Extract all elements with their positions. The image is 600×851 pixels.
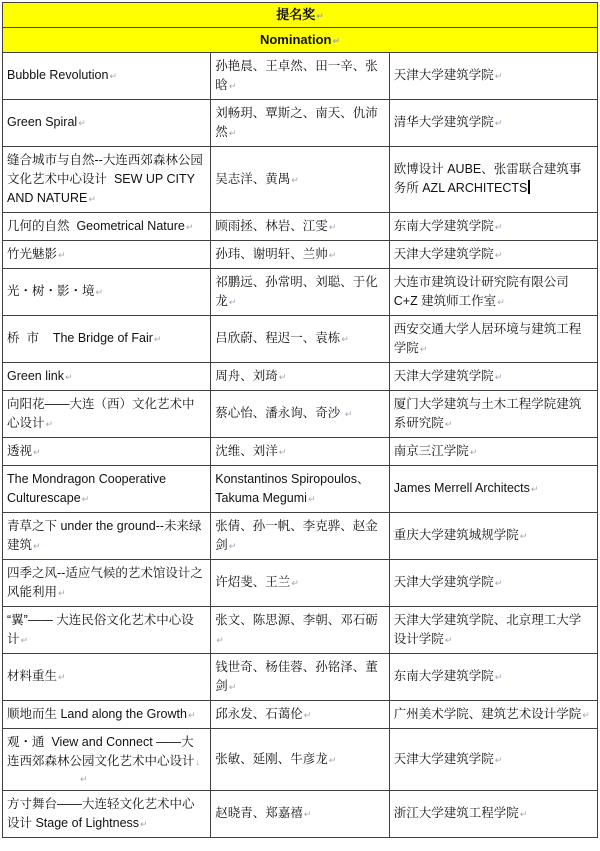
project-title: 青草之下 under the ground--未来绿建筑 (7, 518, 202, 552)
authors-cell (211, 52, 390, 99)
table-row (3, 315, 598, 362)
text-cursor (528, 180, 530, 194)
paragraph-mark: ↵ (303, 709, 312, 720)
paragraph-mark: ↵ (228, 80, 237, 91)
paragraph-mark: ↵ (228, 681, 237, 692)
authors-cell (211, 559, 390, 606)
institution-cell (389, 315, 597, 362)
institution-cell (389, 559, 597, 606)
institution-name: 厦门大学建筑与土木工程学院建筑系研究院 (393, 396, 582, 430)
institution-name: James Merrell Architects (393, 481, 530, 495)
paragraph-mark: ↵ (494, 71, 503, 81)
paragraph-mark: ↵ (153, 334, 162, 344)
table-row (3, 790, 598, 837)
paragraph-mark: ↵ (45, 418, 54, 429)
project-title: 竹光魅影 (7, 246, 58, 261)
paragraph-mark: ↵ (497, 296, 505, 307)
project-title: 观・通 View and Connect ——大连西郊森林公园文化艺术中心设计 (7, 734, 195, 768)
table-row (3, 362, 598, 390)
table-row (3, 52, 598, 99)
authors-names: 蔡心怡、潘永询、奇沙 (215, 406, 344, 420)
paragraph-mark: ↵ (58, 249, 66, 260)
paragraph-mark: ↵ (78, 118, 86, 128)
paragraph-mark: ↵ (519, 531, 528, 541)
paragraph-mark: ↵ (494, 371, 503, 382)
table-row (3, 512, 598, 559)
paragraph-mark: ↵ (109, 71, 118, 81)
paragraph-mark: ↵ (494, 118, 503, 128)
institution-cell (389, 512, 597, 559)
authors-cell (211, 653, 390, 700)
authors-names: 顾雨拯、林岩、江雯 (215, 218, 328, 233)
paragraph-mark: ↵ (419, 343, 428, 354)
project-title: 缝合城市与自然--大连西郊森林公园文化艺术中心设计 SEW UP CITY AND NATURE (7, 152, 203, 205)
authors-cell (211, 390, 390, 437)
project-cell (3, 700, 211, 728)
paragraph-mark: ↵ (88, 193, 96, 204)
authors-cell (211, 606, 390, 653)
project-cell (3, 315, 211, 362)
award-title-en-text: Nomination (259, 31, 332, 47)
paragraph-mark: ↵ (341, 334, 349, 344)
paragraph-mark: ↵ (530, 484, 539, 494)
paragraph-mark: ↵ (278, 446, 287, 457)
authors-names: 周舟、刘琦 (215, 368, 278, 383)
authors-names: 张敏、延刚、牛彦龙 (215, 751, 328, 766)
paragraph-mark: ↵ (494, 221, 503, 232)
paragraph-mark: ↵ (328, 221, 337, 232)
paragraph-mark: ↵ (332, 35, 341, 46)
paragraph-mark: ↵ (328, 249, 337, 260)
paragraph-mark: ↵ (494, 754, 503, 765)
project-title: 向阳花——大连（西）文化艺术中心设计 (7, 396, 195, 430)
project-title: 方寸舞台——大连轻文化艺术中心设计 Stage of Lightness (7, 796, 195, 830)
authors-names: 钱世奇、杨佳蓉、孙铭泽、董剑 (215, 659, 378, 693)
paragraph-mark: ↵ (140, 818, 148, 829)
nomination-table-body (3, 3, 598, 838)
authors-cell (211, 512, 390, 559)
authors-names: 吕欣蔚、程迟一、袁栋 (215, 331, 341, 345)
table-row (3, 606, 598, 653)
paragraph-mark: ↵ (95, 287, 104, 297)
authors-names: 邱永发、石蔼伦 (215, 706, 303, 721)
institution-name: 天津大学建筑学院 (393, 368, 494, 383)
project-title: 光・树・影・境 (7, 284, 95, 298)
table-header-row-cn (3, 3, 598, 28)
paragraph-mark: ↵ (291, 578, 299, 588)
institution-cell (389, 390, 597, 437)
authors-cell (211, 146, 390, 212)
paragraph-mark: ↵ (278, 371, 287, 382)
institution-name: 西安交通大学人居环境与建筑工程学院 (393, 321, 582, 355)
institution-cell (389, 465, 597, 512)
institution-name: 天津大学建筑学院 (393, 575, 494, 589)
table-row (3, 390, 598, 437)
paragraph-mark: ↵ (58, 672, 66, 682)
project-title: “翼”—— 大连民俗文化艺术中心设计 (7, 612, 194, 646)
line-break-mark: ↓ (195, 756, 201, 767)
institution-cell (389, 146, 597, 212)
paragraph-mark: ↵ (185, 221, 194, 232)
paragraph-mark: ↵ (328, 754, 337, 765)
project-cell (3, 606, 211, 653)
project-cell (3, 362, 211, 390)
table-row (3, 700, 598, 728)
project-cell (3, 512, 211, 559)
nomination-table (2, 2, 598, 838)
institution-name: 欧博设计 AUBE、张雷联合建筑事务所 AZL ARCHITECTS (393, 162, 582, 195)
institution-cell (389, 212, 597, 240)
authors-cell (211, 240, 390, 268)
paragraph-mark: ↵ (58, 587, 66, 598)
institution-cell (389, 362, 597, 390)
award-title-cn (3, 3, 598, 28)
institution-cell (389, 437, 597, 465)
institution-cell (389, 728, 597, 790)
table-row (3, 212, 598, 240)
institution-name: 天津大学建筑学院 (393, 68, 494, 82)
authors-names: 孙玮、谢明轩、兰帅 (215, 246, 328, 261)
project-cell (3, 240, 211, 268)
institution-name: 东南大学建筑学院 (393, 669, 494, 683)
paragraph-mark: ↵ (494, 672, 503, 682)
authors-names: 祁鹏远、孙常明、刘聪、于化龙 (215, 274, 378, 308)
project-cell (3, 653, 211, 700)
authors-names: 张倩、孙一帆、李克骅、赵金剑 (215, 518, 378, 552)
award-title-cn-text: 提名奖 (276, 7, 316, 22)
authors-cell (211, 268, 390, 315)
project-cell (3, 99, 211, 146)
institution-name: 天津大学建筑学院 (393, 751, 494, 766)
institution-cell (389, 240, 597, 268)
project-title: The Mondragon Cooperative Culturescape (7, 471, 170, 505)
project-title: Green link (7, 368, 64, 383)
institution-name: 重庆大学建筑城规学院 (393, 528, 519, 542)
institution-name: 大连市建筑设计研究院有限公司 C+Z 建筑师工作室 (393, 274, 573, 308)
paragraph-mark: ↵ (33, 446, 41, 457)
authors-cell (211, 465, 390, 512)
project-title: 四季之风--适应气候的艺术馆设计之风能利用 (7, 565, 203, 599)
authors-names: Konstantinos Spiropoulos、Takuma Megumi (215, 471, 370, 505)
authors-names: 赵晓青、郑嘉禧 (215, 806, 303, 820)
paragraph-mark: ↵ (582, 709, 590, 720)
project-cell (3, 728, 211, 790)
table-row (3, 146, 598, 212)
paragraph-mark: ↵ (444, 418, 453, 429)
institution-name: 天津大学建筑学院 (393, 246, 494, 261)
project-title: 透视 (7, 443, 33, 458)
authors-cell (211, 212, 390, 240)
institution-name: 清华大学建筑学院 (393, 115, 494, 129)
paragraph-mark: ↵ (64, 371, 73, 382)
table-row (3, 268, 598, 315)
award-title-en (3, 27, 598, 52)
project-title: Bubble Revolution (7, 68, 109, 82)
table-row (3, 99, 598, 146)
institution-cell (389, 268, 597, 315)
paragraph-mark: ↵ (228, 127, 237, 138)
authors-cell (211, 700, 390, 728)
table-row (3, 240, 598, 268)
project-cell (3, 52, 211, 99)
paragraph-mark: ↵ (291, 174, 299, 185)
project-title: 桥 市 The Bridge of Fair (7, 331, 153, 345)
paragraph-mark: ↵ (344, 409, 353, 419)
authors-cell (211, 728, 390, 790)
paragraph-mark: ↵ (216, 634, 224, 645)
institution-name: 南京三江学院 (393, 443, 469, 458)
paragraph-mark: ↵ (228, 296, 237, 307)
table-row (3, 437, 598, 465)
paragraph-mark: ↵ (494, 578, 503, 588)
project-cell (3, 437, 211, 465)
paragraph-mark: ↵ (519, 809, 528, 819)
project-title: 顺地而生 Land along the Growth (7, 706, 187, 721)
empty-paragraph-line (7, 771, 205, 786)
authors-cell (211, 362, 390, 390)
paragraph-mark: ↵ (469, 446, 478, 457)
authors-names: 吴志洋、黄禺 (215, 171, 291, 186)
paragraph-mark: ↵ (33, 540, 41, 551)
authors-names: 沈维、刘洋 (215, 443, 278, 458)
project-cell (3, 146, 211, 212)
paragraph-mark: ↵ (316, 11, 324, 21)
institution-name: 东南大学建筑学院 (393, 218, 494, 233)
authors-cell (211, 790, 390, 837)
paragraph-mark: ↵ (307, 493, 316, 504)
authors-names: 孙艳晨、王卓然、田一辛、张晗 (215, 58, 378, 92)
project-cell (3, 790, 211, 837)
authors-cell (211, 437, 390, 465)
authors-cell (211, 315, 390, 362)
table-row (3, 728, 598, 790)
table-row (3, 465, 598, 512)
project-cell (3, 212, 211, 240)
institution-name: 浙江大学建筑工程学院 (393, 806, 519, 820)
paragraph-mark: ↵ (20, 634, 29, 645)
paragraph-mark: ↵ (187, 709, 196, 720)
authors-names: 刘畅玥、覃斯之、南天、仇沛然 (215, 105, 378, 139)
institution-cell (389, 700, 597, 728)
project-title: 材料重生 (7, 669, 58, 683)
authors-names: 许炤斐、王兰 (215, 575, 291, 589)
institution-cell (389, 52, 597, 99)
project-cell (3, 268, 211, 315)
paragraph-mark: ↵ (81, 493, 90, 504)
institution-cell (389, 790, 597, 837)
paragraph-mark: ↵ (80, 773, 88, 784)
project-cell (3, 559, 211, 606)
table-row (3, 653, 598, 700)
institution-name: 天津大学建筑学院、北京理工大学设计学院 (393, 612, 582, 646)
institution-cell (389, 606, 597, 653)
paragraph-mark: ↵ (494, 249, 503, 260)
project-title: Green Spiral (7, 115, 78, 129)
project-title: 几何的自然 Geometrical Nature (7, 218, 185, 233)
table-row (3, 559, 598, 606)
institution-name: 广州美术学院、建筑艺术设计学院 (393, 706, 582, 721)
project-cell (3, 465, 211, 512)
authors-names: 张文、陈思源、李朝、邓石砺 (215, 612, 378, 627)
paragraph-mark: ↵ (228, 540, 237, 551)
institution-cell (389, 99, 597, 146)
authors-cell (211, 99, 390, 146)
paragraph-mark: ↵ (303, 809, 312, 819)
paragraph-mark: ↵ (444, 634, 453, 645)
project-cell (3, 390, 211, 437)
table-header-row-en (3, 27, 598, 52)
institution-cell (389, 653, 597, 700)
